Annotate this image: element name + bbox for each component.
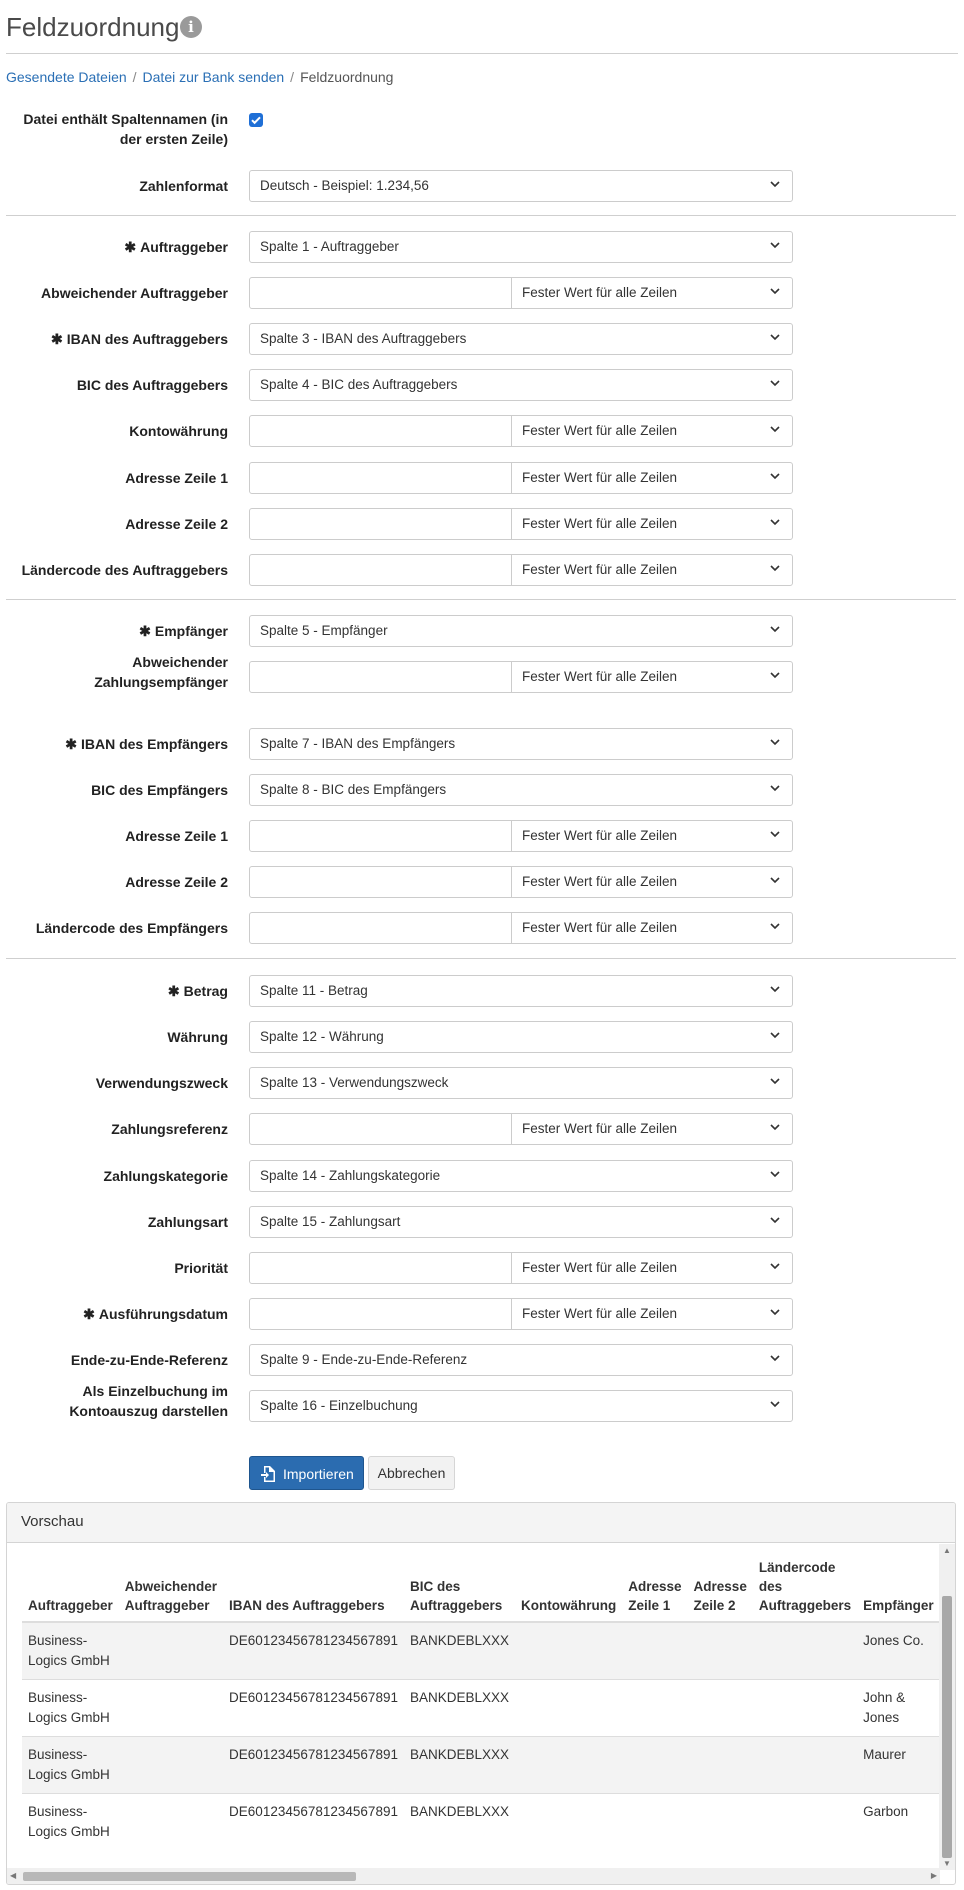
scroll-left-arrow-icon[interactable]: ◀ (10, 1871, 17, 1880)
iban-empfaenger-label-text: IBAN des Empfängers (80, 736, 228, 752)
table-cell (622, 1737, 687, 1794)
iban-auftraggeber-select[interactable] (249, 323, 793, 355)
waehrung-label-text: Währung (167, 1029, 228, 1045)
abw-empfaenger-selected-value: Fester Wert für alle Zeilen (522, 669, 678, 684)
scroll-down-arrow-icon[interactable]: ▼ (943, 1859, 951, 1868)
table-cell-line: Maurer (863, 1747, 906, 1762)
verwendungszweck-label (0, 1073, 228, 1093)
table-cell (223, 1622, 404, 1680)
ausfuehrungsdatum-fixed-value-input[interactable] (250, 1299, 512, 1329)
adresse2-a-label-text: Adresse Zeile 2 (125, 516, 228, 532)
e2e-referenz-selected-value: Spalte 9 - Ende-zu-Ende-Referenz (260, 1352, 468, 1367)
preview-table (22, 1554, 940, 1850)
abw-empfaenger-label-line: Abweichender (132, 654, 228, 670)
chevron-down-icon (770, 624, 780, 634)
table-cell (119, 1737, 223, 1794)
table-cell (223, 1794, 404, 1851)
chevron-down-icon (770, 179, 780, 189)
table-cell (857, 1680, 940, 1737)
table-cell (404, 1680, 515, 1737)
adresse2-a-selected-value: Fester Wert für alle Zeilen (522, 516, 678, 531)
betrag-label-text: Betrag (183, 983, 228, 999)
ausfuehrungsdatum-label (0, 1304, 228, 1324)
ausfuehrungsdatum-label-text: Ausführungsdatum (98, 1306, 228, 1322)
laendercode-a-field[interactable] (249, 554, 793, 586)
table-cell (622, 1622, 687, 1680)
table-cell (688, 1794, 753, 1851)
adresse2-a-field[interactable] (249, 508, 793, 540)
chevron-down-icon (770, 921, 780, 931)
einzelbuchung-selected-value: Spalte 16 - Einzelbuchung (260, 1398, 418, 1413)
zahlungsreferenz-fixed-value-input[interactable] (250, 1114, 512, 1144)
chevron-down-icon (770, 286, 780, 296)
laendercode-e-label (0, 918, 228, 938)
iban-auftraggeber-label-text: IBAN des Auftraggebers (66, 331, 228, 347)
table-cell (223, 1680, 404, 1737)
breadcrumb (6, 69, 393, 85)
chevron-down-icon (770, 1122, 780, 1132)
table-cell (857, 1794, 940, 1851)
table-cell (622, 1680, 687, 1737)
abw-empfaenger-field[interactable] (249, 661, 793, 693)
empfaenger-label (0, 621, 228, 641)
auftraggeber-selected-value: Spalte 1 - Auftraggeber (260, 239, 399, 254)
abw-empfaenger-fixed-value-input[interactable] (250, 662, 512, 692)
table-row (22, 1794, 940, 1851)
table-cell (22, 1737, 119, 1794)
import-button-label: Importieren (283, 1466, 354, 1482)
prioritaet-field[interactable] (249, 1252, 793, 1284)
file-import-icon (261, 1466, 275, 1482)
zahlungskategorie-label (0, 1166, 228, 1186)
number-format-select[interactable] (249, 170, 793, 202)
ausfuehrungsdatum-selected-value: Fester Wert für alle Zeilen (522, 1306, 678, 1321)
table-cell (753, 1680, 857, 1737)
laendercode-e-fixed-value-input[interactable] (250, 913, 512, 943)
bic-empfaenger-label-text: BIC des Empfängers (91, 782, 228, 798)
preview-column-header (688, 1554, 753, 1622)
chevron-down-icon (770, 670, 780, 680)
chevron-down-icon (770, 1353, 780, 1363)
kontowaehrung-label-text: Kontowährung (129, 423, 228, 439)
preview-column-header (22, 1554, 119, 1622)
verwendungszweck-selected-value: Spalte 13 - Verwendungszweck (260, 1075, 449, 1090)
column-header-line: Ländercode (758, 1560, 836, 1575)
table-cell (857, 1622, 940, 1680)
prioritaet-label (0, 1258, 228, 1278)
horizontal-scrollbar-thumb[interactable] (23, 1872, 356, 1881)
laendercode-a-selected-value: Fester Wert für alle Zeilen (522, 562, 678, 577)
breadcrumb-current: Feldzuordnung (300, 69, 394, 85)
adresse1-e-field[interactable] (249, 820, 793, 852)
einzelbuchung-label (0, 1381, 228, 1421)
einzelbuchung-label-line: Als Einzelbuchung im (82, 1383, 228, 1399)
breadcrumb-separator: / (290, 69, 295, 85)
column-header-line: Auftraggeber (124, 1598, 210, 1613)
prioritaet-fixed-value-input[interactable] (250, 1253, 512, 1283)
preview-table-viewport[interactable] (7, 1544, 940, 1869)
required-asterisk-icon: ✱ (167, 983, 180, 999)
table-cell-line: Logics GmbH (28, 1710, 110, 1725)
empfaenger-label-text: Empfänger (154, 623, 228, 639)
chevron-down-icon (770, 240, 780, 250)
chevron-down-icon (770, 1030, 780, 1040)
adresse1-a-field[interactable] (249, 462, 793, 494)
preview-column-header (753, 1554, 857, 1622)
required-asterisk-icon: ✱ (124, 239, 137, 255)
kontowaehrung-label (0, 421, 228, 441)
table-cell-line: BANKDEBLXXX (409, 1690, 510, 1705)
table-row (22, 1737, 940, 1794)
table-row (22, 1622, 940, 1680)
adresse1-e-label-text: Adresse Zeile 1 (125, 828, 228, 844)
table-cell-line: Business- (28, 1633, 88, 1648)
chevron-down-icon (770, 332, 780, 342)
auftraggeber-select[interactable] (249, 231, 793, 263)
adresse1-a-selected-value: Fester Wert für alle Zeilen (522, 470, 678, 485)
table-cell (688, 1622, 753, 1680)
column-header-line: Kontowährung (521, 1598, 617, 1613)
number-format-value: Deutsch - Beispiel: 1.234,56 (260, 178, 429, 193)
adresse1-e-selected-value: Fester Wert für alle Zeilen (522, 828, 678, 843)
has-header-label-line: der ersten Zeile) (119, 131, 228, 147)
table-cell-line: Jones (863, 1710, 900, 1725)
adresse2-a-fixed-value-input[interactable] (250, 509, 512, 539)
preview-header-row (22, 1554, 940, 1622)
verwendungszweck-select[interactable] (249, 1067, 793, 1099)
scroll-up-arrow-icon[interactable]: ▲ (943, 1546, 951, 1555)
table-cell-line: Logics GmbH (28, 1824, 110, 1839)
column-header-line: BIC des (409, 1579, 461, 1594)
e2e-referenz-label-text: Ende-zu-Ende-Referenz (70, 1352, 228, 1368)
has-header-label (0, 109, 228, 149)
iban-empfaenger-select[interactable] (249, 728, 793, 760)
abw-auftraggeber-label-text: Abweichender Auftraggeber (41, 285, 228, 301)
chevron-down-icon (770, 984, 780, 994)
number-format-label: Zahlenformat (139, 178, 228, 194)
chevron-down-icon (770, 829, 780, 839)
table-cell (515, 1622, 622, 1680)
laendercode-a-label (0, 560, 228, 580)
verwendungszweck-label-text: Verwendungszweck (95, 1075, 228, 1091)
adresse1-e-label (0, 826, 228, 846)
table-cell-line: Business- (28, 1804, 88, 1819)
ausfuehrungsdatum-field[interactable] (249, 1298, 793, 1330)
laendercode-e-selected-value: Fester Wert für alle Zeilen (522, 920, 678, 935)
empfaenger-select[interactable] (249, 615, 793, 647)
bic-empfaenger-label (0, 780, 228, 800)
adresse2-e-field[interactable] (249, 866, 793, 898)
abw-auftraggeber-fixed-value-input[interactable] (250, 278, 512, 308)
horizontal-scrollbar[interactable] (7, 1868, 940, 1884)
auftraggeber-label (0, 237, 228, 257)
chevron-down-icon (770, 1399, 780, 1409)
scroll-right-arrow-icon[interactable]: ▶ (930, 1871, 937, 1880)
table-cell (404, 1737, 515, 1794)
table-row (22, 1680, 940, 1737)
column-header-line: Zeile 2 (693, 1598, 736, 1613)
adresse2-e-label (0, 872, 228, 892)
kontowaehrung-field[interactable] (249, 415, 793, 447)
table-cell (404, 1794, 515, 1851)
table-cell (688, 1737, 753, 1794)
waehrung-select[interactable] (249, 1021, 793, 1053)
empfaenger-selected-value: Spalte 5 - Empfänger (260, 623, 388, 638)
table-cell (22, 1794, 119, 1851)
table-cell (753, 1622, 857, 1680)
table-cell-line: Jones Co. (863, 1633, 924, 1648)
vertical-scrollbar[interactable] (939, 1544, 955, 1870)
has-header-label-line: Datei enthält Spaltennamen (in (23, 111, 228, 127)
breadcrumb-link-sent-files[interactable]: Gesendete Dateien (6, 69, 127, 85)
required-asterisk-icon: ✱ (83, 1306, 95, 1322)
table-cell-line: DE60123456781234567891 (229, 1633, 398, 1648)
table-cell-line: John & (863, 1690, 906, 1705)
column-header-line: des (758, 1579, 783, 1594)
table-cell (515, 1680, 622, 1737)
table-cell (223, 1737, 404, 1794)
bic-auftraggeber-label-text: BIC des Auftraggebers (76, 377, 228, 393)
column-header-line: Auftraggebers (758, 1598, 852, 1613)
abw-empfaenger-label (0, 652, 228, 692)
table-cell-line: BANKDEBLXXX (409, 1804, 510, 1819)
table-cell-line: Business- (28, 1690, 88, 1705)
breadcrumb-link-send-file[interactable]: Datei zur Bank senden (142, 69, 285, 85)
section-divider (6, 215, 956, 216)
table-cell (119, 1680, 223, 1737)
zahlungsart-label-text: Zahlungsart (147, 1214, 228, 1230)
section-divider (6, 958, 956, 959)
adresse2-e-selected-value: Fester Wert für alle Zeilen (522, 874, 678, 889)
zahlungskategorie-label-text: Zahlungskategorie (103, 1168, 228, 1184)
table-cell (857, 1737, 940, 1794)
table-cell (753, 1737, 857, 1794)
table-cell (119, 1622, 223, 1680)
chevron-down-icon (770, 563, 780, 573)
preview-column-header (622, 1554, 687, 1622)
iban-auftraggeber-label (0, 329, 228, 349)
chevron-down-icon (770, 424, 780, 434)
info-icon[interactable]: i (180, 16, 202, 38)
table-cell (119, 1794, 223, 1851)
bic-auftraggeber-selected-value: Spalte 4 - BIC des Auftraggebers (260, 377, 458, 392)
preview-panel (6, 1502, 956, 1885)
preview-column-header (223, 1554, 404, 1622)
column-header-line: Zeile 1 (628, 1598, 671, 1613)
chevron-down-icon (770, 1215, 780, 1225)
table-cell-line: DE60123456781234567891 (229, 1690, 398, 1705)
waehrung-selected-value: Spalte 12 - Währung (260, 1029, 384, 1044)
betrag-selected-value: Spalte 11 - Betrag (260, 983, 368, 998)
chevron-down-icon (770, 517, 780, 527)
column-header-line: IBAN des Auftraggebers (229, 1598, 385, 1613)
zahlungsart-label (0, 1212, 228, 1232)
table-cell (404, 1622, 515, 1680)
laendercode-a-fixed-value-input[interactable] (250, 555, 512, 585)
iban-auftraggeber-selected-value: Spalte 3 - IBAN des Auftraggebers (260, 331, 467, 346)
required-asterisk-icon: ✱ (139, 623, 151, 639)
section-divider (6, 599, 956, 600)
table-cell-line: Garbon (863, 1804, 909, 1819)
e2e-referenz-label (0, 1350, 228, 1370)
adresse2-e-fixed-value-input[interactable] (250, 867, 512, 897)
adresse1-a-label-text: Adresse Zeile 1 (125, 470, 228, 486)
betrag-label (0, 981, 228, 1001)
bic-empfaenger-select[interactable] (249, 774, 793, 806)
table-cell-line: BANKDEBLXXX (409, 1633, 510, 1648)
e2e-referenz-select[interactable] (249, 1344, 793, 1376)
chevron-down-icon (770, 471, 780, 481)
has-header-checkbox[interactable] (249, 113, 263, 127)
table-cell (22, 1622, 119, 1680)
chevron-down-icon (770, 737, 780, 747)
table-cell-line: Logics GmbH (28, 1653, 110, 1668)
laendercode-e-field[interactable] (249, 912, 793, 944)
preview-column-header (857, 1554, 940, 1622)
adresse2-a-label (0, 514, 228, 534)
table-cell-line: DE60123456781234567891 (229, 1747, 398, 1762)
table-cell-line: BANKDEBLXXX (409, 1747, 510, 1762)
abw-auftraggeber-label (0, 283, 228, 303)
checkmark-icon (249, 113, 263, 127)
table-cell (688, 1680, 753, 1737)
zahlungsreferenz-label-text: Zahlungsreferenz (111, 1121, 228, 1137)
column-header-line: Auftraggeber (28, 1598, 113, 1613)
cancel-button[interactable]: Abbrechen (368, 1456, 455, 1490)
chevron-down-icon (770, 1261, 780, 1271)
table-cell (622, 1794, 687, 1851)
chevron-down-icon (770, 875, 780, 885)
zahlungskategorie-select[interactable] (249, 1160, 793, 1192)
chevron-down-icon (770, 378, 780, 388)
table-cell (753, 1794, 857, 1851)
abw-auftraggeber-selected-value: Fester Wert für alle Zeilen (522, 285, 678, 300)
preview-body (22, 1622, 940, 1850)
table-cell (515, 1794, 622, 1851)
prioritaet-selected-value: Fester Wert für alle Zeilen (522, 1260, 678, 1275)
chevron-down-icon (770, 783, 780, 793)
chevron-down-icon (770, 1076, 780, 1086)
zahlungsart-select[interactable] (249, 1206, 793, 1238)
laendercode-e-label-text: Ländercode des Empfängers (35, 920, 228, 936)
column-header-line: Adresse (628, 1579, 682, 1594)
vertical-scrollbar-thumb[interactable] (942, 1596, 952, 1858)
column-header-line: Auftraggebers (409, 1598, 503, 1613)
chevron-down-icon (770, 1169, 780, 1179)
prioritaet-label-text: Priorität (174, 1260, 228, 1276)
chevron-down-icon (770, 1307, 780, 1317)
required-asterisk-icon: ✱ (65, 736, 77, 752)
preview-title: Vorschau (7, 1503, 955, 1543)
iban-empfaenger-selected-value: Spalte 7 - IBAN des Empfängers (260, 736, 456, 751)
iban-empfaenger-label (0, 734, 228, 754)
title-bar (6, 0, 958, 54)
preview-column-header (404, 1554, 515, 1622)
kontowaehrung-selected-value: Fester Wert für alle Zeilen (522, 423, 678, 438)
adresse1-e-fixed-value-input[interactable] (250, 821, 512, 851)
zahlungsart-selected-value: Spalte 15 - Zahlungsart (260, 1214, 401, 1229)
table-cell-line: DE60123456781234567891 (229, 1804, 398, 1819)
zahlungsreferenz-label (0, 1119, 228, 1139)
laendercode-a-label-text: Ländercode des Auftraggebers (21, 562, 228, 578)
breadcrumb-separator: / (132, 69, 137, 85)
adresse1-a-label (0, 468, 228, 488)
zahlungskategorie-selected-value: Spalte 14 - Zahlungskategorie (260, 1168, 441, 1183)
waehrung-label (0, 1027, 228, 1047)
abw-auftraggeber-field[interactable] (249, 277, 793, 309)
zahlungsreferenz-selected-value: Fester Wert für alle Zeilen (522, 1121, 678, 1136)
adresse1-a-fixed-value-input[interactable] (250, 463, 512, 493)
table-cell (22, 1680, 119, 1737)
auftraggeber-label-text: Auftraggeber (140, 239, 228, 255)
import-button[interactable] (249, 1456, 364, 1490)
column-header-line: Abweichender (124, 1579, 218, 1594)
required-asterisk-icon: ✱ (50, 331, 63, 347)
table-cell-line: Business- (28, 1747, 88, 1762)
zahlungsreferenz-field[interactable] (249, 1113, 793, 1145)
kontowaehrung-fixed-value-input[interactable] (250, 416, 512, 446)
page-title: Feldzuordnung (6, 12, 180, 42)
adresse2-e-label-text: Adresse Zeile 2 (125, 874, 228, 890)
betrag-select[interactable] (249, 975, 793, 1007)
einzelbuchung-label-line: Kontoauszug darstellen (69, 1403, 228, 1419)
table-cell (515, 1737, 622, 1794)
preview-column-header (515, 1554, 622, 1622)
preview-column-header (119, 1554, 223, 1622)
column-header-line: Empfänger (863, 1598, 934, 1613)
einzelbuchung-select[interactable] (249, 1390, 793, 1422)
bic-empfaenger-selected-value: Spalte 8 - BIC des Empfängers (260, 782, 447, 797)
abw-empfaenger-label-line: Zahlungsempfänger (94, 674, 228, 690)
column-header-line: Adresse (693, 1579, 747, 1594)
bic-auftraggeber-label (0, 375, 228, 395)
table-cell-line: Logics GmbH (28, 1767, 110, 1782)
bic-auftraggeber-select[interactable] (249, 369, 793, 401)
